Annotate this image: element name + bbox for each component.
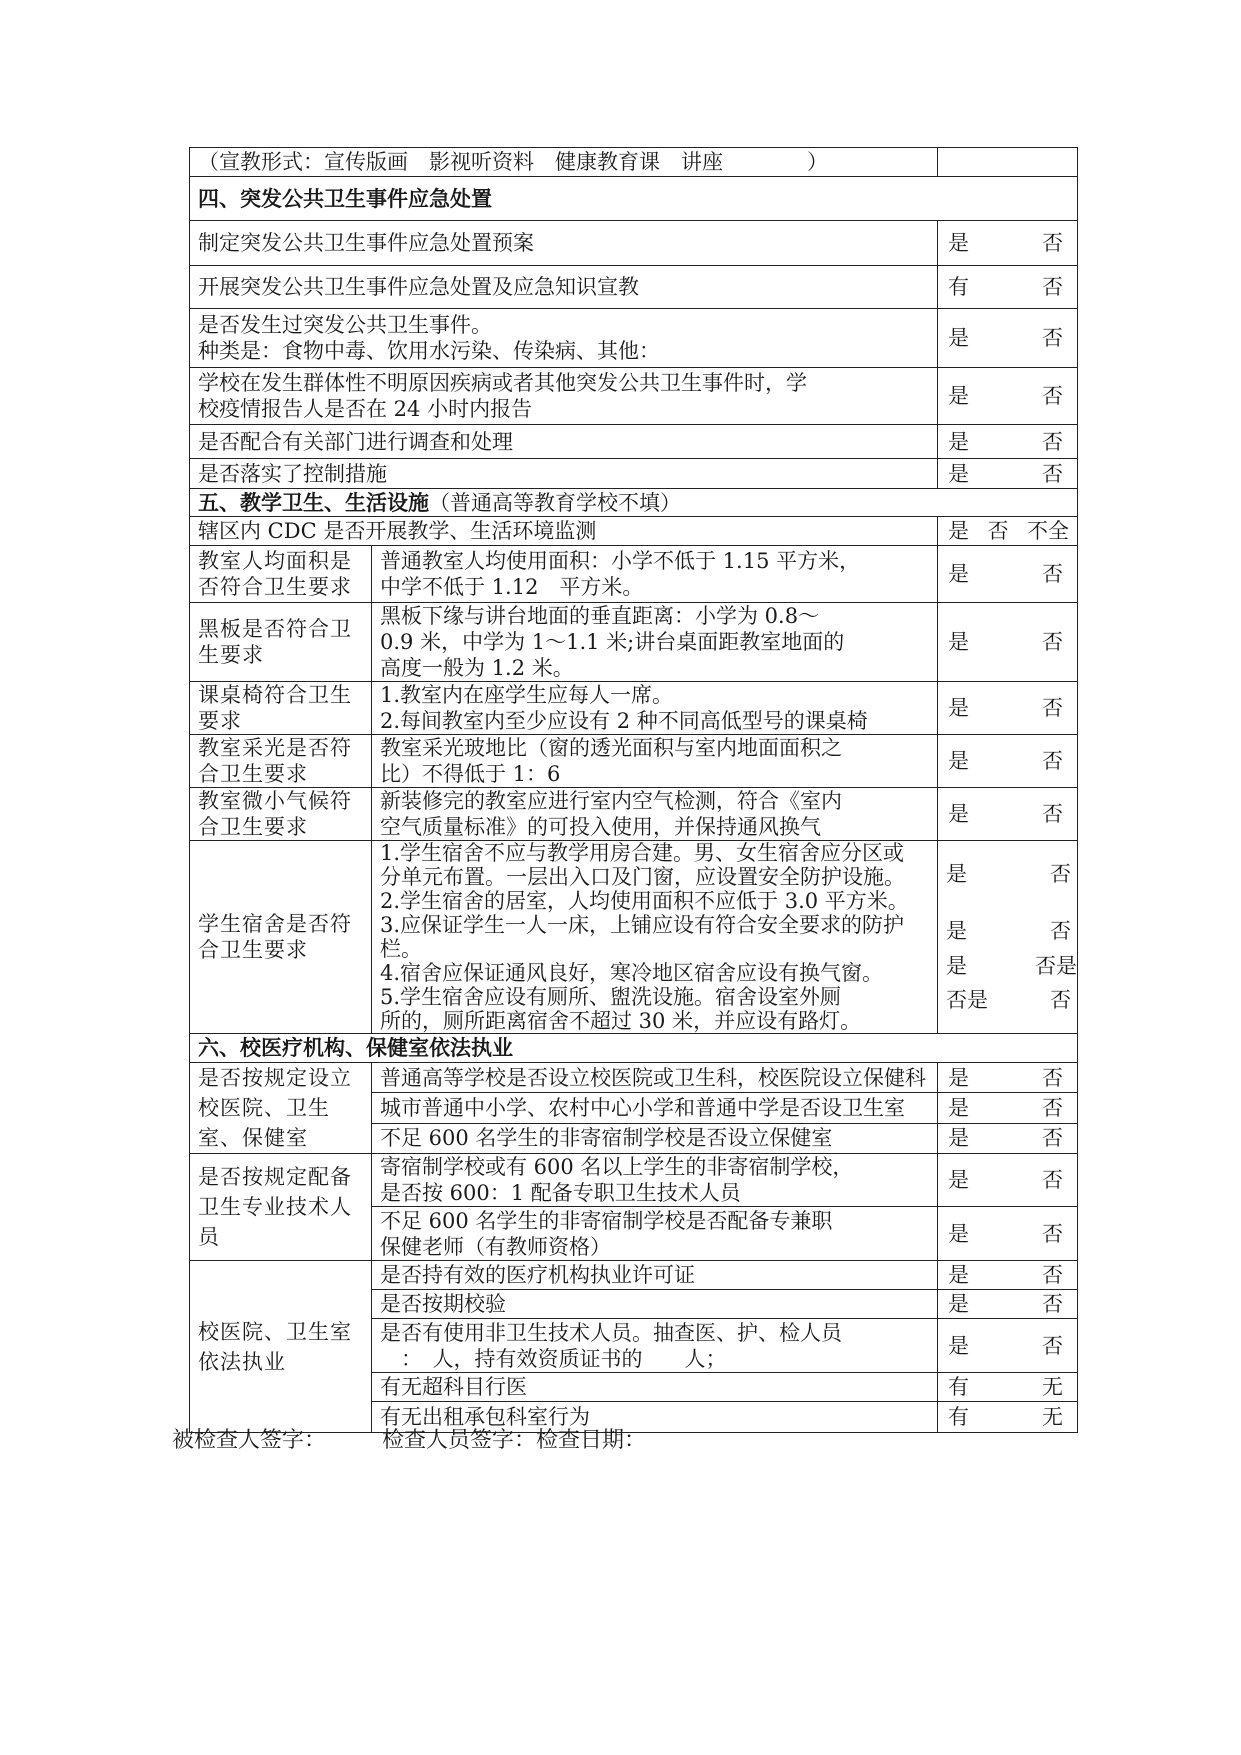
answer-group (946, 987, 1077, 1013)
no-option[interactable]: 否 (1050, 862, 1071, 886)
answer-cell[interactable] (938, 603, 1078, 682)
yes-option[interactable]: 是 (948, 1065, 969, 1090)
table-row (190, 603, 1078, 682)
no-option[interactable]: 否 (1042, 1168, 1063, 1192)
answer-cell[interactable] (938, 1373, 1078, 1402)
standard-cell: 城市普通中小学、农村中心小学和普通中学是否设卫生室 (372, 1093, 938, 1123)
no-option[interactable]: 无 (1042, 1375, 1063, 1399)
no-option[interactable]: 无 (1042, 1405, 1063, 1429)
table-row (190, 1154, 1078, 1207)
no-option[interactable]: 否 (1042, 461, 1063, 486)
no-option[interactable]: 否 (1050, 919, 1071, 943)
yes-option[interactable]: 是 (948, 429, 969, 454)
answer-group (946, 953, 1077, 979)
table-row (190, 459, 1078, 489)
signature-line (172, 1423, 646, 1454)
no-option[interactable]: 否是 (946, 988, 988, 1012)
inspection-date-label[interactable]: 检查日期： (536, 1428, 647, 1453)
yes-option[interactable]: 有 (948, 275, 969, 299)
answer-cell[interactable] (938, 546, 1078, 603)
section-note: （普通高等教育学校不填） (429, 490, 681, 515)
yes-option[interactable]: 是 (948, 461, 969, 486)
yes-option[interactable]: 是 (946, 862, 967, 886)
answer-cell[interactable] (938, 1154, 1078, 1207)
table-row (190, 309, 1078, 368)
yes-option[interactable]: 是 (948, 519, 969, 543)
no-option[interactable]: 否 (987, 519, 1009, 543)
answer-cell[interactable] (938, 148, 1078, 177)
question-cell: 制定突发公共卫生事件应急处置预案 (190, 221, 938, 266)
yes-option[interactable]: 是 (948, 384, 969, 408)
no-option[interactable]: 否 (1042, 1263, 1063, 1287)
standard-cell: 新装修完的教室应进行室内空气检测，符合《室内 空气质量标准》的可投入使用，并保持通风换气 (372, 788, 938, 841)
yes-option[interactable]: 是 (948, 630, 969, 654)
yes-option[interactable]: 是 (948, 1126, 969, 1151)
item-label: 教室采光是否符合卫生要求 (190, 735, 372, 788)
yes-option[interactable]: 是 (948, 231, 969, 255)
no-option[interactable]: 否 (1042, 429, 1063, 454)
yes-option[interactable]: 是 (948, 562, 969, 586)
answer-cell[interactable] (938, 1093, 1078, 1123)
yes-option[interactable]: 有 (948, 1405, 969, 1429)
table-row (190, 735, 1078, 788)
table-row (190, 788, 1078, 841)
yes-option[interactable]: 是 (948, 326, 969, 350)
standard-cell: 有无出租承包科室行为 (372, 1402, 938, 1433)
answer-cell[interactable] (938, 1123, 1078, 1153)
standard-cell: 普通教室人均使用面积：小学不低于 1.15 平方米， 中学不低于 1.12 平方米。 (372, 546, 938, 603)
standard-cell: 是否按期校验 (372, 1290, 938, 1319)
yes-option[interactable]: 是 (948, 1221, 969, 1246)
question-cell: 是否发生过突发公共卫生事件。 种类是：食物中毒、饮用水污染、传染病、其他： (190, 309, 938, 368)
answer-group (946, 918, 1077, 944)
answer-cell[interactable] (938, 788, 1078, 841)
inspected-signature-label[interactable]: 被检查人签字： (172, 1428, 327, 1453)
table-row (190, 221, 1078, 266)
standard-cell: 1.教室内在座学生应每人一席。 2.每间教室内至少应设有 2 种不同高低型号的课桌椅 (372, 682, 938, 735)
standard-cell: 教室采光玻地比（窗的透光面积与室内地面面积之 比）不得低于 1：6 (372, 735, 938, 788)
question-cell: 学校在发生群体性不明原因疾病或者其他突发公共卫生事件时，学 校疫情报告人是否在 24 小时内报告 (190, 368, 938, 425)
standard-cell: 有无超科目行医 (372, 1373, 938, 1402)
yes-option[interactable]: 是 (948, 1263, 969, 1287)
answer-cell[interactable] (938, 1063, 1078, 1093)
no-option[interactable]: 否 (1042, 384, 1063, 408)
standard-cell: 黑板下缘与讲台地面的垂直距离：小学为 0.8～ 0.9 米，中学为 1～1.1 米;讲台桌面距教室地面的 高度一般为 1.2 米。 (372, 603, 938, 682)
answer-cell[interactable] (938, 266, 1078, 309)
standard-cell: 是否有使用非卫生技术人员。抽查医、护、检人员 ： 人，持有效资质证书的 人； (372, 1319, 938, 1373)
no-option[interactable]: 否 (1042, 1126, 1063, 1151)
section-header-row (190, 489, 1078, 517)
item-label: 是否按规定设立校医院、卫生室、保健室 (190, 1063, 372, 1154)
table-row (190, 368, 1078, 425)
answer-cell[interactable] (938, 459, 1078, 489)
item-label: 课桌椅符合卫生要求 (190, 682, 372, 735)
section-header-row (190, 1034, 1078, 1063)
no-option[interactable]: 否 (1042, 630, 1063, 654)
incomplete-option[interactable]: 不全 (1027, 519, 1069, 543)
question-cell: 是否落实了控制措施 (190, 459, 938, 489)
standard-cell: 普通高等学校是否设立校医院或卫生科，校医院设立保健科 (372, 1063, 938, 1093)
section-header-row (190, 177, 1078, 221)
yes-option[interactable]: 是 (948, 1292, 969, 1316)
item-label: 是否按规定配备卫生专业技术人员 (190, 1154, 372, 1261)
table-row (190, 682, 1078, 735)
no-option[interactable]: 否 (1042, 1333, 1063, 1358)
answer-group (946, 861, 1077, 887)
table-row (190, 1261, 1078, 1290)
yes-option[interactable]: 有 (948, 1375, 969, 1399)
standard-cell: 寄宿制学校或有 600 名以上学生的非寄宿制学校， 是否按 600：1 配备专职卫生技术人员 (372, 1154, 938, 1207)
section-title: 五、教学卫生、生活设施（普通高等教育学校不填） (190, 489, 1078, 517)
education-forms-cell: （宣教形式：宣传版画 影视听资料 健康教育课 讲座 ） (190, 148, 938, 177)
no-option[interactable]: 否 (1042, 1221, 1063, 1246)
standard-cell: 不足 600 名学生的非寄宿制学校是否设立保健室 (372, 1123, 938, 1153)
table-row (190, 425, 1078, 459)
item-label: 教室人均面积是否符合卫生要求 (190, 546, 372, 603)
no-option[interactable]: 否是 (1035, 953, 1077, 978)
yes-option[interactable]: 是 (948, 749, 969, 773)
answer-cell[interactable] (938, 309, 1078, 368)
yes-option[interactable]: 是 (948, 1333, 969, 1358)
no-option[interactable]: 否 (1042, 326, 1063, 350)
answer-cell[interactable] (938, 841, 1078, 1034)
inspection-form-table (189, 147, 1078, 1433)
answer-cell[interactable] (938, 1290, 1078, 1319)
no-option[interactable]: 否 (1042, 1292, 1063, 1316)
answer-cell[interactable] (938, 1261, 1078, 1290)
yes-option[interactable]: 是 (948, 1095, 969, 1120)
question-cell: 辖区内 CDC 是否开展教学、生活环境监测 (190, 517, 938, 546)
no-option[interactable]: 否 (1042, 749, 1063, 773)
item-label: 黑板是否符合卫生要求 (190, 603, 372, 682)
section-title: 六、校医疗机构、保健室依法执业 (190, 1034, 1078, 1063)
no-option[interactable]: 否 (1042, 1065, 1063, 1090)
table-row (190, 148, 1078, 177)
standard-cell: 是否持有效的医疗机构执业许可证 (372, 1261, 938, 1290)
answer-cell[interactable] (938, 682, 1078, 735)
yes-option[interactable]: 是 (948, 696, 969, 720)
answer-cell[interactable] (938, 517, 1078, 546)
item-label: 教室微小气候符合卫生要求 (190, 788, 372, 841)
yes-option[interactable]: 是 (946, 919, 967, 943)
answer-cell[interactable] (938, 735, 1078, 788)
answer-cell[interactable] (938, 425, 1078, 459)
answer-cell[interactable] (938, 1207, 1078, 1261)
no-option[interactable]: 否 (1042, 562, 1063, 586)
no-option[interactable]: 否 (1042, 231, 1063, 255)
no-option[interactable]: 否 (1042, 275, 1063, 299)
table-row (190, 1063, 1078, 1093)
table-row (190, 266, 1078, 309)
no-option[interactable]: 否 (1042, 1095, 1063, 1120)
no-option[interactable]: 否 (1050, 988, 1071, 1012)
standard-cell: 1.学生宿舍不应与教学用房合建。男、女生宿舍应分区或 分单元布置。一层出入口及门窗，应设置安全防护设施。 2.学生宿舍的居室，人均使用面积不应低于 3.0 平方米。 3.应保证学生一人一床，上铺应设有符合安全要求的防护栏。 4.宿舍应保证通风良好，寒冷地区宿舍应设有换气窗。 5.学生宿舍应设有厕所、盥洗设施。宿舍设室外厕 所的，厕所距离宿舍不超过 30 米，并应设有路灯。 (372, 841, 938, 1034)
inspector-signature-label[interactable]: 检查人员签字： (382, 1428, 537, 1453)
answer-cell[interactable] (938, 368, 1078, 425)
yes-option[interactable]: 是 (948, 1168, 969, 1192)
yes-option[interactable]: 是 (946, 953, 967, 978)
question-cell: 开展突发公共卫生事件应急处置及应急知识宣教 (190, 266, 938, 309)
item-label: 学生宿舍是否符合卫生要求 (190, 841, 372, 1034)
section-title: 四、突发公共卫生事件应急处置 (190, 177, 1078, 221)
no-option[interactable]: 否 (1042, 802, 1063, 826)
item-label: 校医院、卫生室依法执业 (190, 1261, 372, 1433)
yes-option[interactable]: 是 (948, 802, 969, 826)
standard-cell: 不足 600 名学生的非寄宿制学校是否配备专兼职 保健老师（有教师资格） (372, 1207, 938, 1261)
table-row (190, 841, 1078, 1034)
answer-cell[interactable] (938, 1319, 1078, 1373)
table-row (190, 517, 1078, 546)
answer-cell[interactable] (938, 221, 1078, 266)
table-row (190, 546, 1078, 603)
no-option[interactable]: 否 (1042, 696, 1063, 720)
answer-cell[interactable] (938, 1402, 1078, 1433)
question-cell: 是否配合有关部门进行调查和处理 (190, 425, 938, 459)
